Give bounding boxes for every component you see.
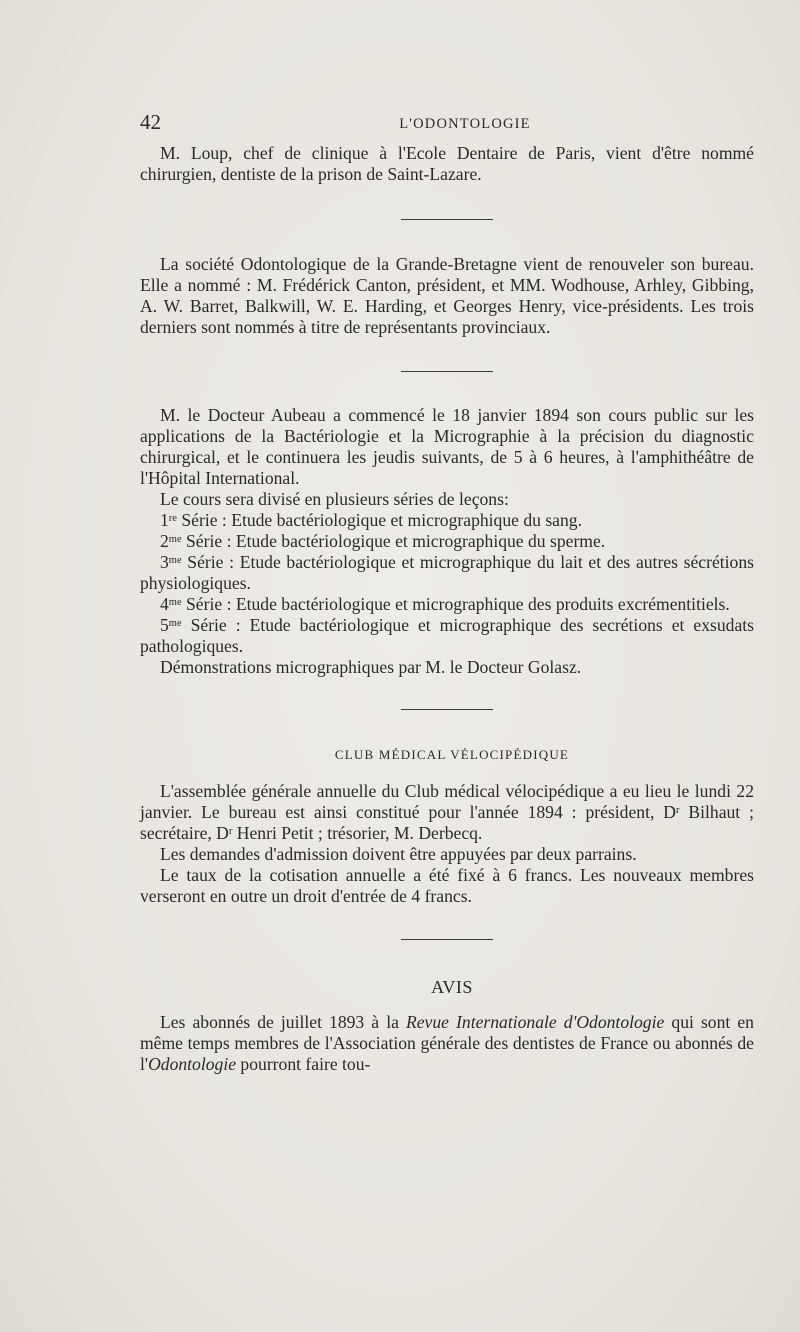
separator-rule (401, 371, 493, 372)
notice-societe-odontologique: La société Odontologique de la Grande-Bretagne vient de renouveler son bureau. Elle a nommé : M. Frédérick Canton, président, et MM. Wodhouse, Arhley, Gibbing, A. W. Barret, Balkwill, W. E. Harding, et Georges Henry, vice-présidents. Les trois derniers sont nommés à titre de représentants provinciaux. (140, 254, 754, 337)
page-header (140, 110, 754, 136)
aubeau-intro: M. le Docteur Aubeau a commencé le 18 janvier 1894 son cours public sur les applications de la Bactériologie et la Micrographie à la précision du diagnostic chirurgical, et le continuera les jeudis suivants, de 5 à 6 heures, à l'amphithéâtre de l'Hôpital International. (140, 405, 754, 488)
odontologie-title: Odontologie (148, 1054, 237, 1074)
page-number: 42 (140, 110, 161, 134)
running-head: L'ODONTOLOGIE (399, 116, 531, 132)
club-admission-paragraph: Les demandes d'admission doivent être appuyées par deux parrains. (160, 844, 637, 864)
page-body (140, 143, 754, 1075)
separator-rule (401, 219, 493, 220)
club-section-title: CLUB MÉDICAL VÉLOCIPÉDIQUE (334, 747, 570, 762)
separator-rule (401, 939, 493, 940)
series-item: 1re Série : Etude bactériologique et micrographique du sang. (160, 510, 582, 530)
series-item: $2^{me}$ Série : Etude bactériologique et micrographique du sperme. (160, 531, 606, 551)
club-fee-paragraph: Le taux de la cotisation annuelle a été fixé à 6 francs. Les nouveaux membres verseront en outre un droit d'entrée de 4 francs. (140, 865, 754, 906)
avis-paragraph: Les abonnés de juillet 1893 à la Revue Internationale d'Odontologie qui sont en même temps membres de l'Association générale des dentistes de France ou abonnés de l'Odontologie pourront faire tou- (140, 1012, 754, 1074)
series-item: $3^{me}$ Série : Etude bactériologique et micrographique du lait et des autres sécrétions physiologiques. (140, 552, 754, 593)
club-assembly-paragraph: L'assemblée générale annuelle du Club médical vélocipédique a eu lieu le lundi 22 janvier. Le bureau est ainsi constitué pour l'année 1894 : président, $D^r$ Bilhaut ; secrétaire, $D^r$ Henri Petit ; trésorier, M. Derbecq. (140, 781, 754, 843)
notice-loup: M. Loup, chef de clinique à l'Ecole Dentaire de Paris, vient d'être nommé chirurgien, dentiste de la prison de Saint-Lazare. (140, 143, 754, 184)
aubeau-divided: Le cours sera divisé en plusieurs séries de leçons: (160, 489, 509, 509)
series-item: $5^{me}$ Série : Etude bactériologique et micrographique des secrétions et exsudats pathologiques. (140, 615, 754, 656)
aubeau-demonstrations: Démonstrations micrographiques par M. le Docteur Golasz. (160, 657, 582, 677)
separator-rule (401, 709, 493, 710)
journal-title: Revue Internationale d'Odontologie (405, 1012, 665, 1032)
series-item: $4^{me}$ Série : Etude bactériologique et micrographique des produits excrémentitiels. (160, 594, 730, 614)
aubeau-course-notice (140, 405, 754, 678)
avis-title: AVIS (431, 977, 473, 997)
